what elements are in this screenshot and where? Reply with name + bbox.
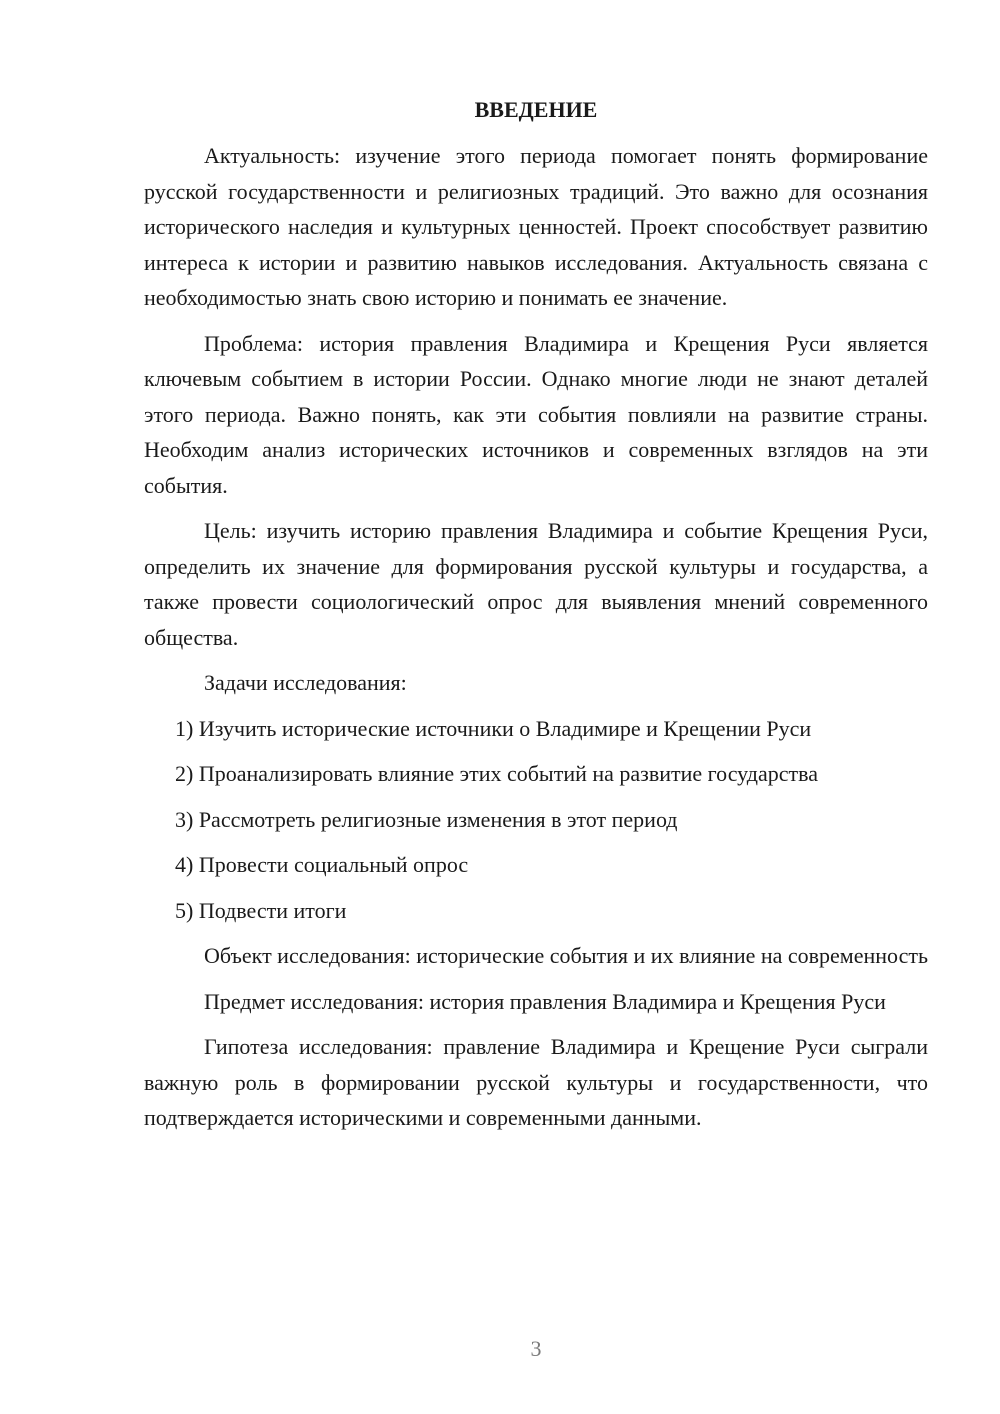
tasks-heading: Задачи исследования: <box>204 670 407 695</box>
task-item-4: 4) Провести социальный опрос <box>175 852 469 877</box>
goal-paragraph: Цель: изучить историю правления Владимира и событие Крещения Руси, определить их значение для формирования русской культуры и государства, а также провести социологический опрос для выявления мнений современного общества. <box>144 518 928 650</box>
page-number: 3 <box>530 1336 542 1361</box>
relevance-paragraph: Актуальность: изучение этого периода помогает понять формирование русской государственности и религиозных традиций. Это важно для осознания исторического наследия и культурных ценностей. Проект способствует развитию интереса к истории и развитию навыков исследования. Актуальность связана с необходимостью знать свою историю и понимать ее значение. <box>144 143 928 310</box>
hypothesis-paragraph: Гипотеза исследования: правление Владимира и Крещение Руси сыграли важную роль в формировании русской культуры и государственности, что подтверждается историческими и современными данными. <box>144 1034 928 1130</box>
page-title: ВВЕДЕНИЕ <box>474 97 598 122</box>
object-paragraph: Объект исследования: исторические события и их влияние на современность <box>204 943 929 968</box>
tasks-list <box>144 711 928 929</box>
subject-paragraph: Предмет исследования: история правления Владимира и Крещения Руси <box>204 988 886 1014</box>
document-page <box>144 92 928 1136</box>
task-item-2: 2) Проанализировать влияние этих событий на развитие государства <box>175 761 818 786</box>
task-item-1: 1) Изучить исторические источники о Владимире и Крещении Руси <box>175 715 812 741</box>
problem-paragraph: Проблема: история правления Владимира и Крещения Руси является ключевым событием в истории России. Однако многие люди не знают деталей этого периода. Важно понять, как эти события повлияли на развитие страны. Необходим анализ исторических источников и современных взглядов на эти события. <box>144 330 928 498</box>
task-item-3: 3) Рассмотреть религиозные изменения в этот период <box>175 806 678 832</box>
task-item-5: 5) Подвести итоги <box>175 897 347 923</box>
